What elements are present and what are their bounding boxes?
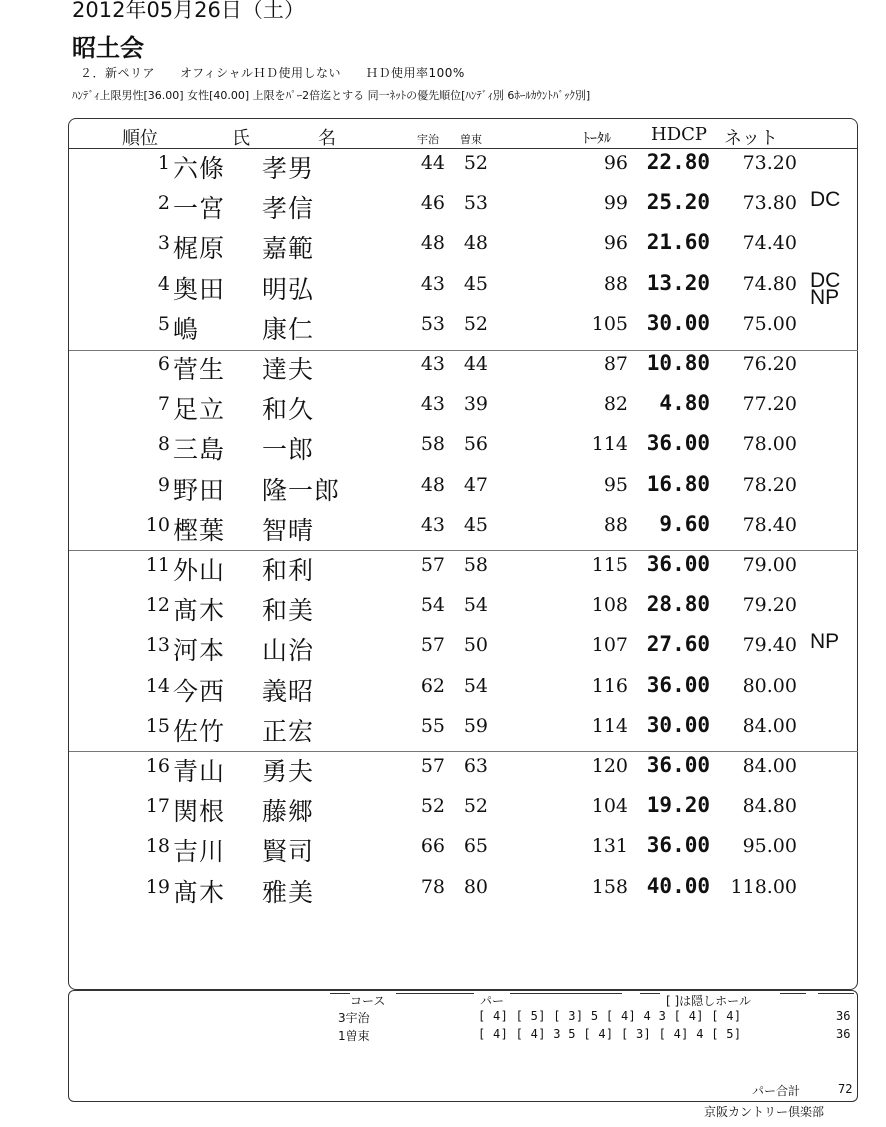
cell-rank: 4 (157, 272, 170, 295)
cell-net: 74.80 (742, 272, 797, 295)
cell-net: 80.00 (742, 674, 797, 697)
header-name-a: 氏 (232, 128, 250, 149)
cell-surname: 外山 (173, 556, 226, 585)
cell-given: 智晴 (262, 515, 315, 545)
cell-total: 107 (591, 634, 628, 657)
cell-net: 79.00 (742, 554, 797, 576)
cell-s2: 56 (463, 433, 488, 456)
cell-net: 84.80 (742, 795, 797, 818)
cell-s1: 43 (420, 353, 445, 375)
cell-given: 雅美 (262, 877, 315, 907)
cell-s2: 65 (463, 835, 488, 858)
table-row (0, 749, 886, 789)
cell-hdcp: 10.80 (646, 351, 710, 375)
cell-total: 99 (603, 192, 628, 215)
cell-s1: 52 (420, 795, 445, 818)
cell-total: 105 (591, 312, 628, 335)
cell-hdcp: 30.00 (646, 310, 710, 335)
header-rank: 順位 (122, 128, 158, 149)
table-row (0, 508, 886, 548)
table-row (0, 427, 886, 467)
cell-surname: 髙木 (173, 596, 226, 626)
cell-surname: 足立 (173, 395, 226, 425)
cell-rank: 2 (157, 192, 170, 215)
cell-net: 75.00 (742, 312, 797, 335)
cell-hdcp: 13.20 (646, 270, 710, 295)
cell-net: 84.00 (742, 755, 797, 777)
cell-hdcp: 28.80 (646, 592, 710, 617)
cell-surname: 野田 (173, 475, 226, 505)
cell-total: 120 (591, 755, 628, 777)
cell-rank: 16 (145, 755, 170, 777)
cell-rank: 14 (145, 674, 170, 697)
cell-total: 95 (603, 473, 628, 496)
cell-total: 116 (591, 674, 628, 697)
cell-s1: 43 (420, 272, 445, 295)
cell-rank: 8 (157, 433, 170, 456)
course-name: 3宇治 (338, 1011, 370, 1025)
cell-mark: DC NP (810, 268, 841, 309)
cell-surname: 梶原 (173, 234, 226, 264)
cell-total: 82 (603, 393, 628, 416)
cell-s2: 52 (463, 152, 488, 174)
cell-total: 108 (591, 594, 628, 617)
cell-s2: 39 (463, 393, 488, 416)
cell-surname: 一宮 (173, 194, 226, 224)
table-row (0, 669, 886, 709)
table-row (0, 347, 886, 387)
cell-s1: 53 (420, 312, 445, 335)
cell-s2: 44 (463, 353, 488, 375)
header-total: ﾄｰﾀﾙ (583, 131, 611, 147)
table-row (0, 267, 886, 307)
cell-total: 158 (591, 875, 628, 898)
cell-s1: 58 (420, 433, 445, 456)
cell-rank: 15 (145, 714, 170, 737)
table-row (0, 186, 886, 226)
cell-given: 義昭 (262, 676, 315, 706)
cell-hdcp: 19.20 (646, 793, 710, 818)
table-row (0, 548, 886, 588)
cell-net: 73.80 (742, 192, 797, 215)
cell-s2: 53 (463, 192, 488, 215)
par-total-value: 72 (838, 1082, 853, 1096)
cell-rank: 17 (145, 795, 170, 818)
cell-total: 131 (591, 835, 628, 858)
cell-net: 74.40 (742, 232, 797, 255)
cell-s2: 59 (463, 714, 488, 737)
footer-club-name: 京阪カントリー倶楽部 (704, 1105, 825, 1119)
cell-net: 76.20 (742, 353, 797, 375)
cell-surname: 佐竹 (173, 716, 226, 746)
cell-s2: 80 (463, 875, 488, 898)
course-par-total: 36 (836, 1009, 851, 1023)
cell-s1: 78 (420, 875, 445, 898)
cell-surname: 関根 (173, 797, 226, 827)
cell-net: 77.20 (742, 393, 797, 416)
cell-total: 88 (603, 272, 628, 295)
cell-given: 明弘 (262, 274, 315, 304)
cell-net: 79.20 (742, 594, 797, 617)
table-row (0, 307, 886, 347)
cell-hdcp: 36.00 (646, 753, 710, 777)
cell-given: 山治 (262, 636, 315, 666)
cell-surname: 菅生 (173, 355, 226, 384)
cell-rank: 18 (145, 835, 170, 858)
cell-given: 勇夫 (262, 757, 315, 786)
cell-given: 和利 (262, 556, 315, 585)
table-row (0, 226, 886, 266)
cell-rank: 1 (157, 152, 170, 174)
cell-hdcp: 16.80 (646, 471, 710, 496)
cell-s1: 66 (420, 835, 445, 858)
cell-s1: 43 (420, 393, 445, 416)
cell-hdcp: 40.00 (646, 873, 710, 898)
course-holes: [ 4] [ 4] 3 5 [ 4] [ 3] [ 4] 4 [ 5] (478, 1027, 742, 1041)
course-par-total: 36 (836, 1027, 851, 1041)
cell-rank: 3 (157, 232, 170, 255)
header-net: ネット (724, 128, 778, 149)
cell-s2: 63 (463, 755, 488, 777)
cell-s1: 43 (420, 513, 445, 536)
cell-hdcp: 22.80 (646, 150, 710, 174)
cell-given: 一郎 (262, 435, 315, 465)
cell-given: 和久 (262, 395, 315, 425)
cell-surname: 嶋 (173, 314, 200, 344)
cell-given: 嘉範 (262, 234, 315, 264)
cell-s1: 57 (420, 755, 445, 777)
report-date: 2012年05月26日（土） (72, 0, 305, 22)
header-hdcp: HDCP (651, 124, 708, 145)
cell-rank: 12 (145, 594, 170, 617)
cell-rank: 11 (145, 554, 170, 576)
cell-s1: 57 (420, 554, 445, 576)
cell-rank: 9 (157, 473, 170, 496)
table-row (0, 709, 886, 749)
cell-given: 孝信 (262, 194, 315, 224)
cell-hdcp: 25.20 (646, 190, 710, 215)
cell-given: 賢司 (262, 837, 315, 867)
cell-surname: 吉川 (173, 837, 226, 867)
conditions-line-1: ２．新ペリア オフィシャルＨＤ使用しない ＨＤ使用率100% (80, 66, 465, 80)
cell-s2: 52 (463, 795, 488, 818)
cell-s2: 52 (463, 312, 488, 335)
cell-rank: 10 (145, 513, 170, 536)
cell-total: 87 (603, 353, 628, 375)
cell-total: 96 (603, 232, 628, 255)
cell-s1: 57 (420, 634, 445, 657)
cell-surname: 三島 (173, 435, 226, 465)
cell-total: 114 (591, 714, 628, 737)
cell-given: 孝男 (262, 154, 315, 183)
course-holes: [ 4] [ 5] [ 3] 5 [ 4] 4 3 [ 4] [ 4] (478, 1009, 742, 1023)
cell-net: 78.20 (742, 473, 797, 496)
cell-rank: 5 (157, 312, 170, 335)
cell-rank: 13 (145, 634, 170, 657)
header-name-b: 名 (318, 128, 336, 149)
table-row (0, 387, 886, 427)
par-total-label: パー合計 (752, 1084, 801, 1098)
cell-net: 95.00 (742, 835, 797, 858)
cell-s1: 62 (420, 674, 445, 697)
cell-surname: 奥田 (173, 274, 226, 304)
cell-s2: 50 (463, 634, 488, 657)
cell-s2: 45 (463, 272, 488, 295)
cell-total: 104 (591, 795, 628, 818)
cell-s1: 55 (420, 714, 445, 737)
cell-surname: 六條 (173, 154, 226, 183)
cell-net: 84.00 (742, 714, 797, 737)
cell-given: 藤郷 (262, 797, 315, 827)
table-row (0, 789, 886, 829)
cell-surname: 樫葉 (173, 515, 226, 545)
cell-surname: 青山 (173, 757, 226, 786)
table-row (0, 146, 886, 186)
cell-surname: 今西 (173, 676, 226, 706)
cell-mark: NP (810, 630, 840, 654)
cell-total: 114 (591, 433, 628, 456)
cell-hdcp: 4.80 (659, 391, 710, 416)
cell-s2: 47 (463, 473, 488, 496)
cell-mark: DC (810, 188, 841, 212)
cell-s2: 48 (463, 232, 488, 255)
cell-total: 115 (591, 554, 628, 576)
cell-s2: 58 (463, 554, 488, 576)
cell-hdcp: 36.00 (646, 833, 710, 858)
table-row (0, 628, 886, 668)
hidden-hole-note: [ ]は隠しホール (666, 994, 751, 1008)
cell-net: 118.00 (730, 875, 797, 898)
cell-surname: 髙木 (173, 877, 226, 907)
cell-s2: 45 (463, 513, 488, 536)
table-row (0, 468, 886, 508)
cell-s1: 48 (420, 232, 445, 255)
cell-hdcp: 21.60 (646, 230, 710, 255)
cell-s2: 54 (463, 594, 488, 617)
cell-hdcp: 36.00 (646, 672, 710, 697)
table-row (0, 870, 886, 910)
cell-s1: 54 (420, 594, 445, 617)
cell-s1: 44 (420, 152, 445, 174)
cell-rank: 19 (145, 875, 170, 898)
cell-s1: 46 (420, 192, 445, 215)
course-label: コース (350, 994, 386, 1008)
table-row (0, 588, 886, 628)
cell-hdcp: 36.00 (646, 431, 710, 456)
cell-rank: 7 (157, 393, 170, 416)
club-title: 昭土会 (72, 34, 144, 62)
cell-given: 隆一郎 (262, 475, 341, 505)
par-label: パー (480, 994, 505, 1008)
cell-hdcp: 36.00 (646, 552, 710, 576)
cell-net: 78.40 (742, 513, 797, 536)
cell-given: 達夫 (262, 355, 315, 384)
cell-hdcp: 30.00 (646, 712, 710, 737)
header-course-1: 宇治 (417, 133, 439, 146)
cell-net: 78.00 (742, 433, 797, 456)
cell-given: 正宏 (262, 716, 315, 746)
cell-net: 73.20 (742, 152, 797, 174)
header-course-2: 曽束 (460, 133, 482, 146)
cell-net: 79.40 (742, 634, 797, 657)
cell-s2: 54 (463, 674, 488, 697)
cell-hdcp: 9.60 (659, 511, 710, 536)
cell-given: 和美 (262, 596, 315, 626)
table-row (0, 829, 886, 869)
conditions-line-2: ﾊﾝﾃﾞｨ上限男性[36.00] 女性[40.00] 上限をﾊﾟｰ2倍迄とする 同一ﾈｯﾄの優先順位[ﾊﾝﾃﾞｨ別 6ﾎｰﾙｶｳﾝﾄﾊﾞｯｸ別] (72, 89, 591, 102)
cell-hdcp: 27.60 (646, 632, 710, 657)
cell-given: 康仁 (262, 314, 315, 344)
course-name: 1曽束 (338, 1029, 370, 1043)
cell-rank: 6 (157, 353, 170, 375)
cell-total: 88 (603, 513, 628, 536)
cell-s1: 48 (420, 473, 445, 496)
cell-total: 96 (603, 152, 628, 174)
cell-surname: 河本 (173, 636, 226, 666)
